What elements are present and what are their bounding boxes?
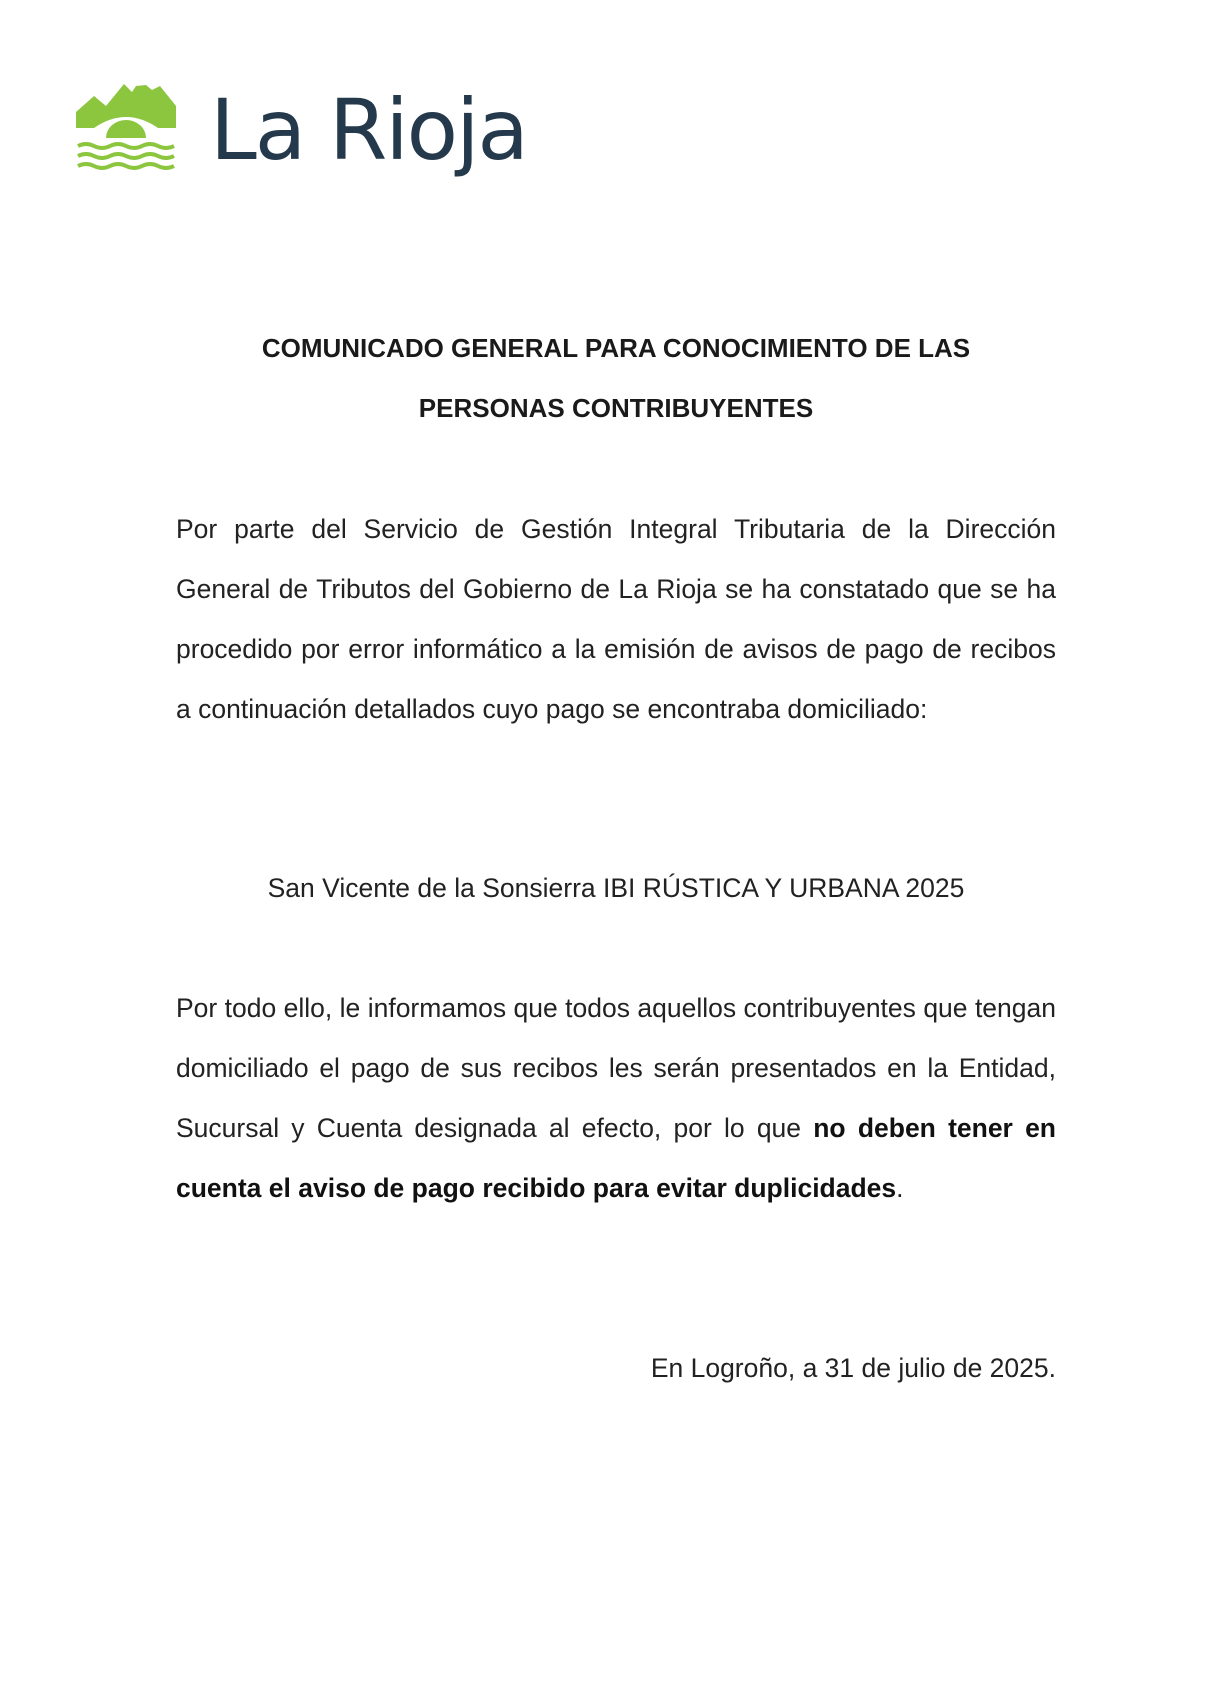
affected-receipts-line: San Vicente de la Sonsierra IBI RÚSTICA Y URBANA 2025: [267, 873, 965, 903]
title-line-2: PERSONAS CONTRIBUYENTES: [418, 393, 814, 423]
date-line: En Logroño, a 31 de julio de 2025.: [650, 1353, 1056, 1383]
logo-wordmark: La Rioja: [210, 81, 527, 179]
la-rioja-logo: [76, 66, 527, 186]
notice-bold-text: no deben tener en cuenta el aviso de pago recibido para evitar duplicidades: [176, 1113, 1056, 1203]
title-line-1: COMUNICADO GENERAL PARA CONOCIMIENTO DE LAS: [261, 333, 971, 363]
notice-end: .: [896, 1173, 904, 1203]
paragraph-notice: [176, 978, 1056, 1218]
notice-text: Por todo ello, le informamos que todos aquellos contribuyentes que tengan domiciliado el pago de sus recibos les serán presentados en la Entidad, Sucursal y Cuenta designada al efecto, por lo que: [176, 993, 1056, 1143]
paragraph-intro: Por parte del Servicio de Gestión Integral Tributaria de la Dirección General de Tributos del Gobierno de La Rioja se ha constatado que se ha procedido por error informático a la emisión de avisos de pago de recibos a continuación detallados cuyo pago se encontraba domiciliado:: [176, 514, 1056, 724]
la-rioja-emblem-icon: [76, 76, 176, 176]
document-title: [176, 318, 1056, 438]
